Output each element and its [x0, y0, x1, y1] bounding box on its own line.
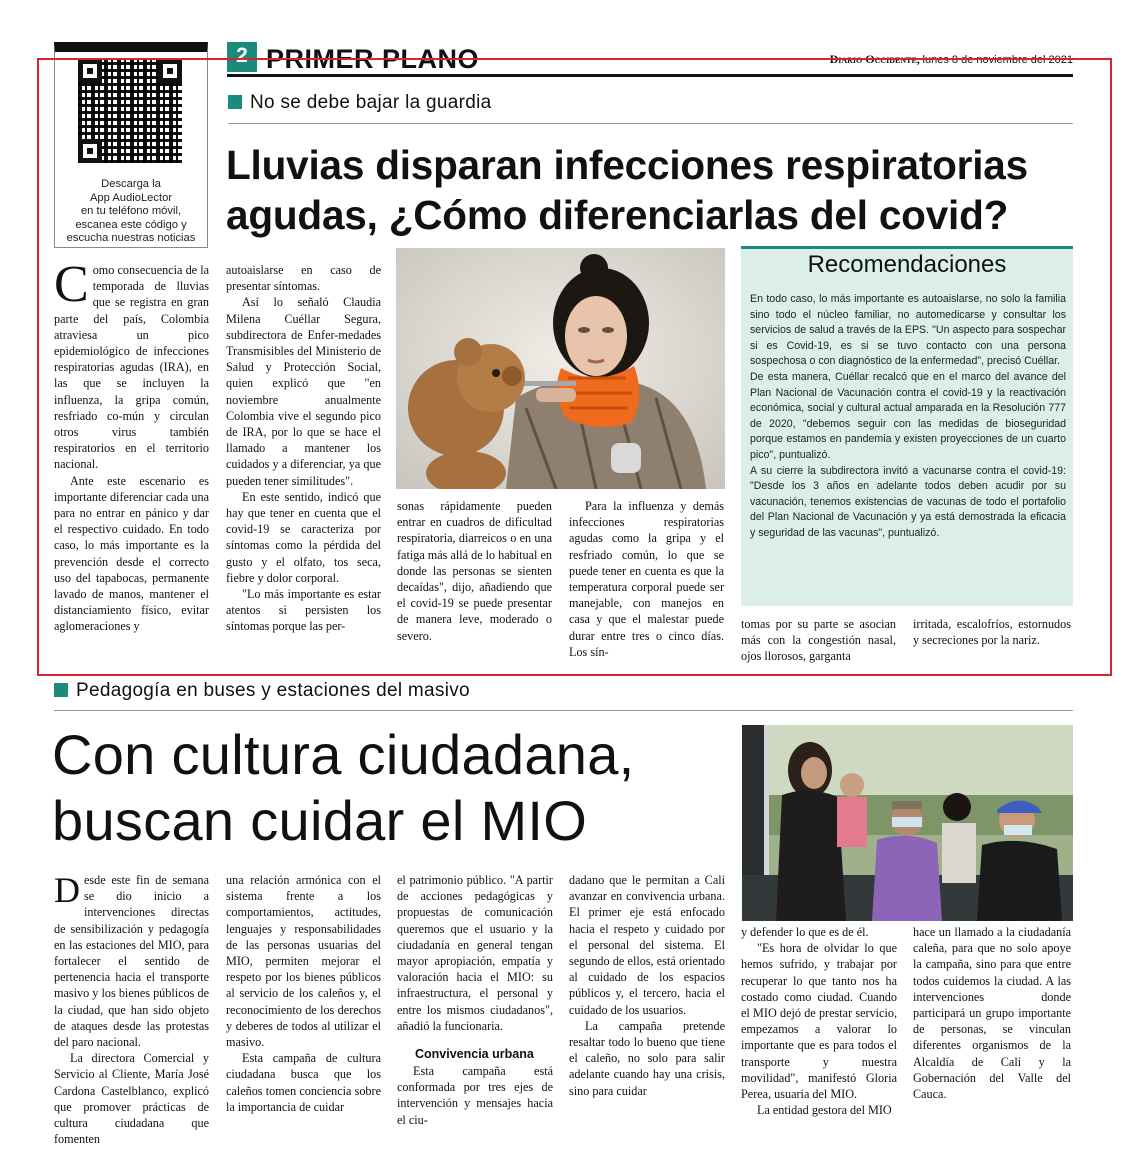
- article1-col1: Como consecuencia de la temporada de lluvias que se registra en gran parte del país, Colombia atraviesa un pico epidemiológico de infecciones respiratorias agudas (IRA), en las que se incluyen la influenza, la gripa común, resfriado co-mún y circulan otros virus también respiratorios en el territorio nacional. Ante este escenario es importante diferenciar cada una para no entrar en pánico y dar el respectivo cuidado. En todo caso, lo más importante es la prevención desde el correcto uso del tapabocas, permanente lavado de manos, mantener el distanciamiento físico, evitar aglomeraciones y: [54, 256, 209, 634]
- article1-col6: irritada, escalofríos, estornudos y secreciones por la nariz.: [913, 617, 1071, 648]
- article2-photo: [742, 725, 1073, 921]
- recommendations-body: En todo caso, lo más importante es autoaislarse, no solo la familia sino todo el núcleo familiar, no automedicarse y consultar los servicios de salud a través de la EPS. "Un aspecto para sospechar si es Covid-19, es si se tuvo contacto con una persona sospechosa o con diagnóstico de la enfermedad", precisó Cuéllar. De esta manera, Cuéllar recalcó que en el marco del avance del Plan Nacional de Vacunación contra el covid-19 y la reactivación económica, social y cultural actual amparada en la Resolución 777 de 2020, "debemos seguir con las medidas de bioseguridad porque estamos en pandemia y existen proyecciones de un cuarto pico", puntualizó. A su cierre la subdirectora invitó a vacunarse contra el covid-19: "Desde los 3 años en adelante todos deben acudir por su vacunación, tenemos existencias de vacunas de todo el portafolio del Plan Nacional de Vacunación y ya está demostrada la eficacia y seguridad de las vacunas", puntualizó.: [750, 293, 1066, 539]
- kicker-rule: [54, 710, 1073, 711]
- kicker-rule: [228, 123, 1073, 124]
- article2-col4: dadano que le permitan a Cali avanzar en convivencia urbana. El primer eje está enfocado hacia el respeto y cuidado por el personal del sistema. El segundo de ellos, está orientado al cuidado de los espacios públicos y, el tercero, hacia el cuidado de los usuarios. La campaña pretende resaltar todo lo bueno que tiene el caleño, no solo para salir adelante cuando hay una crisis, sino para cuidar: [569, 873, 725, 1098]
- article1-col3: sonas rápidamente pueden entrar en cuadros de dificultad respiratoria, diarreicos o en una fatiga más allá de lo habitual en donde las personas se sienten decaídas", dijo, añadiendo que el covid-19 se puede presentar de manera leve, moderado o severo.: [397, 499, 552, 643]
- dropcap: D: [54, 870, 80, 910]
- dropcap: C: [54, 256, 89, 313]
- article2-col1: Desde este fin de semana se dio inicio a intervenciones directas de sensibilización y pedagogía en las estaciones del MIO, para fortalecer el sentido de pertenencia hacia el transporte masivo y los bienes públicos de la ciudad, que han sido objeto de ataques desde las protestas del paro nacional. La directora Comercial y Servicio al Cliente, María José Cardona Castelblanco, explicó que promover prácticas de cultura ciudadana que fomenten: [54, 870, 209, 1147]
- convivencia-subhead: Convivencia urbana: [415, 1047, 534, 1062]
- article2-kicker: Pedagogía en buses y estaciones del masivo: [54, 680, 470, 702]
- paper-name: Diario Occidente,: [829, 52, 920, 66]
- article2-col6: hace un llamado a la ciudadanía caleña, para que no solo apoye la campaña, sino para que entre todos cuidemos la ciudad. A las intervenciones donde participará un grupo importante de personas, se vinculan diferentes organismos de la Alcaldía de Cali y la Gobernación del Valle del Cauca.: [913, 925, 1071, 1102]
- section-title: PRIMER PLANO: [266, 44, 480, 74]
- article1-col4: Para la influenza y demás infecciones respiratorias agudas como la gripa y el resfriado común, lo que se puede tener en cuenta es que la temperatura corporal puede ser manejable, con manejos en casa y que el malestar puede durar entre tres o cinco días. Los sín-: [569, 499, 724, 659]
- paper-dateline: [780, 52, 1073, 67]
- article1-kicker: No se debe bajar la guardia: [228, 92, 492, 114]
- kicker-bullet-icon: [54, 683, 68, 697]
- recommendations-title: Recomendaciones: [807, 251, 1007, 278]
- qr-code[interactable]: [78, 59, 182, 163]
- article2-col5: y defender lo que es de él. "Es hora de olvidar lo que hemos sufrido, y trabajar por recuperar lo que tanto nos ha costado como ciudad. Cuando el MIO dejó de prestar servicio, empezamos a valorar lo importante que es para todos el transporte y nuestra movilidad", manifestó Gloria Perea, usuaria del MIO. La entidad gestora del MIO: [741, 925, 897, 1118]
- masthead-rule: [227, 74, 1073, 77]
- paper-date: lunes 8 de noviembre del 2021: [922, 54, 1073, 66]
- article2-col3: el patrimonio público. "A partir de acciones pedagógicas y propuestas de comunicación queremos que el usuario y la ciudadanía en general tengan mayor apropiación, empatía y valoración hacia el MIO: su infraestructura, el personal y entre los mismos ciudadanos", añadió la funcionaria. Convivencia urbana Esta campaña está conformada por tres ejes de intervención y mensajes hacia el ciu-: [397, 873, 553, 1127]
- page-number-badge: 2: [227, 42, 257, 72]
- qr-caption: Descarga la App AudioLector en tu teléfono móvil, escanea este código y escucha nuestras noticias: [66, 178, 196, 244]
- article2-headline: Con cultura ciudadana, buscan cuidar el MIO: [52, 723, 635, 852]
- kicker-bullet-icon: [228, 95, 242, 109]
- article1-col5: tomas por su parte se asocian más con la congestión nasal, ojos llorosos, garganta: [741, 617, 896, 664]
- article1-headline: Lluvias disparan infecciones respiratorias agudas, ¿Cómo diferenciarlas del covid?: [226, 142, 1028, 238]
- article1-col2: autoaislarse en caso de presentar síntomas. Así lo señaló Claudia Milena Cuéllar Segura, subdirectora de Enfer-medades Transmisibles del Ministerio de Salud y Protección Social, quien explicó que "en noviembre anualmente Colombia vive el segundo pico de IRA, por lo que se hace el llamado a mantener los cuidados y a diferenciar, ya que pueden tener similitudes". En este sentido, indicó que hay que tener en cuenta que el covid-19 se caracteriza por síntomas como la pérdida del gusto y el olfato, tos seca, fiebre y dolor corporal. "Lo más importante es estar atentos si persisten los síntomas porque las per-: [226, 263, 381, 634]
- article2-col2: una relación armónica con el sistema frente a los comportamientos, actitudes, lenguajes y responsabilidades de las personas usuarias del MIO, permiten mejorar el respeto por los bienes públicos al servicio de los caleños y, el reconocimiento de los derechos y deberes de todos al utilizar el masivo. Esta campaña de cultura ciudadana busca que los caleños tomen conciencia sobre la importancia de cuidar: [226, 873, 381, 1114]
- article1-photo: [396, 248, 725, 489]
